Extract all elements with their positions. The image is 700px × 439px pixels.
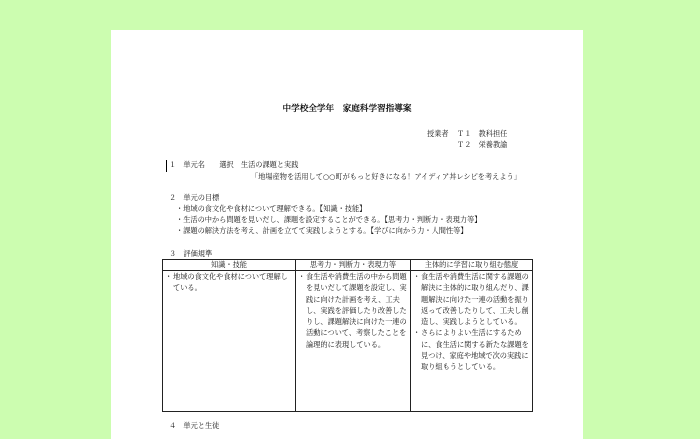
document-page [111,30,583,439]
unit-name-heading: １ 単元名 選択 生活の課題と実践 [169,160,299,169]
column-header-knowledge: 知識・技能 [163,260,296,271]
table-row [163,271,533,412]
goal-item: ・地域の食文化や食材について理解できる。【知識・技能】 [176,204,367,213]
column-header-thinking: 思考力・判断力・表現力等 [296,260,411,271]
text-cursor [166,160,167,172]
unit-subtitle: 「地場産物を活用して○○町がもっと好きになる！アイディア丼レシピを考えよう」 [251,172,521,181]
evaluation-table [162,259,533,412]
table-header-row [163,260,533,271]
students-heading: ４ 単元と生徒 [169,421,220,430]
unit-goals-heading: ２ 単元の目標 [169,193,220,202]
cell-knowledge [163,271,296,412]
criterion-item: ・ 食生活や消費生活の中から問題を見いだして課題を設定し、実践に向けた計画を考え、工夫し、実践を評価したり改善したりし、課題解決に向けた一連の活動について、考察したことを論理的に表現している。 [298,271,408,350]
instructor-t1: Ｔ１ 教科担任 [457,129,508,138]
cell-attitude [411,271,533,412]
criterion-item: ・ 食生活や消費生活に関する課題の解決に主体的に取り組んだり、課題解決に向けた一連の活動を振り返って改善したりして、工夫し創造し、実践しようとしている。 [413,271,530,327]
document-title: 中学校全学年 家庭科学習指導案 [282,104,412,114]
cell-thinking [296,271,411,412]
goal-item: ・課題の解決方法を考え、計画を立てて実践しようとする。【学びに向かう力・人間性等】 [176,226,468,235]
instructor-t2: Ｔ２ 栄養教諭 [457,140,508,149]
criterion-item: ・ さらによりよい生活にするために、食生活に関する新たな課題を見つけ、家庭や地域で次の実践に取り組もうとしている。 [413,327,530,372]
column-header-attitude: 主体的に学習に取り組む態度 [411,260,533,271]
instructor-label: 授業者 [427,129,449,138]
criterion-item: ・ 地域の食文化や食材について理解している。 [165,271,293,294]
goal-item: ・生活の中から問題を見いだし、課題を設定することができる。【思考力・判断力・表現力等】 [176,215,482,224]
evaluation-heading: ３ 評価規準 [169,249,213,258]
